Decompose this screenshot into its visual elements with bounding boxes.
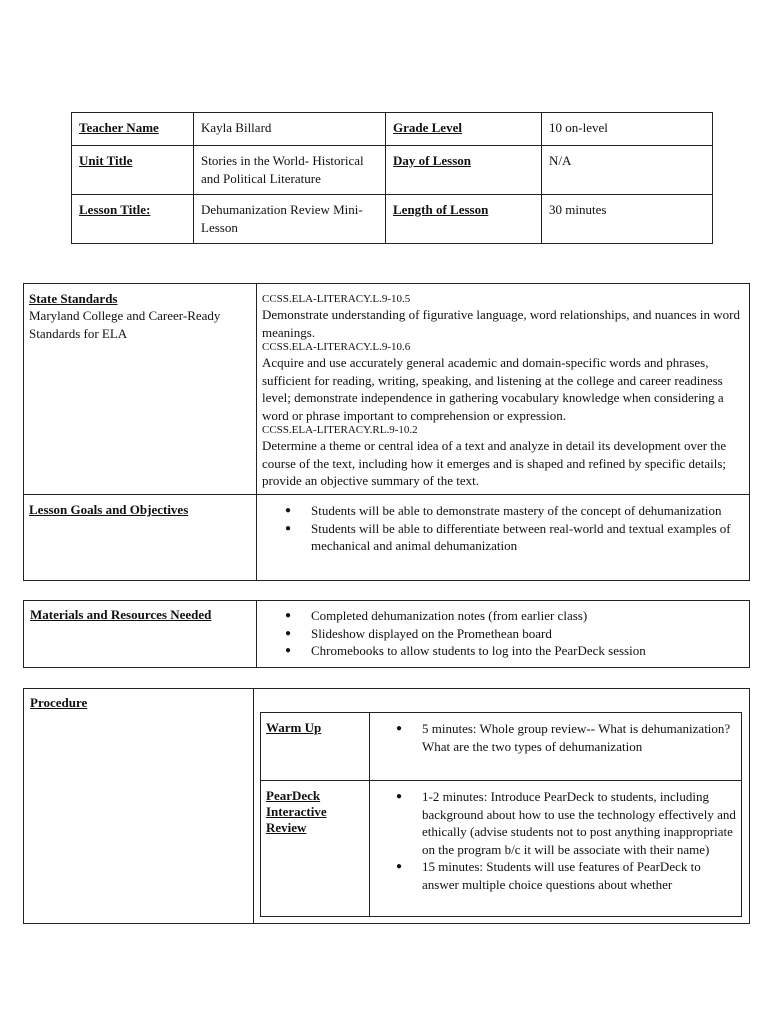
lesson-title-label: Lesson Title: [79,202,151,217]
standard-text: Demonstrate understanding of figurative language, word relationships, and nuances in word meanings. [262,307,740,340]
step-list [396,788,736,893]
day-of-lesson-label: Day of Lesson [393,153,472,168]
goals-list [285,502,744,555]
teacher-name-label: Teacher Name [79,120,159,135]
length-of-lesson-value: 30 minutes [549,202,607,217]
step-list [396,720,736,755]
unit-title-label: Unit Title [79,153,133,168]
list-item: ● 15 minutes: Students will use features of PearDeck to answer multiple choice questions about whether [396,858,736,893]
list-item: ● Students will be able to differentiate between real-world and textual examples of mechanical and animal dehumanization [285,520,744,555]
procedure-table [23,688,750,924]
lesson-goals-label: Lesson Goals and Objectives [29,502,189,517]
standard-code: CCSS.ELA-LITERACY.L.9-10.6 [262,341,411,353]
lesson-title-value: Dehumanization Review Mini-Lesson [201,202,363,235]
step-label: PearDeck Interactive Review [266,788,327,835]
procedure-label: Procedure [30,695,88,710]
teacher-name-value: Kayla Billard [201,120,272,135]
list-item: ● Students will be able to demonstrate mastery of the concept of dehumanization [285,502,744,520]
standard-text: Acquire and use accurately general academic and domain-specific words and phrases, sufficient for reading, writing, speaking, and listening at the college and career readiness level; demonstrate independence in gathering vocabulary knowledge when considering a word or phrase important to comprehension or expression. [262,355,724,423]
grade-level-value: 10 on-level [549,120,608,135]
grade-level-label: Grade Level [393,120,462,135]
materials-table [23,600,750,668]
unit-title-value: Stories in the World- Historical and Political Literature [201,153,364,186]
procedure-step [261,713,742,781]
standard-text: Determine a theme or central idea of a text and analyze in detail its development over the course of the text, including how it emerges and is shaped and refined by specific details; provide an objective summary of the text. [262,438,727,488]
list-item: ● 5 minutes: Whole group review-- What is dehumanization? What are the two types of dehumanization [396,720,736,755]
lesson-info-table [71,112,713,244]
standard-code: CCSS.ELA-LITERACY.RL.9-10.2 [262,424,418,436]
length-of-lesson-label: Length of Lesson [393,202,489,217]
procedure-step [261,781,742,917]
list-item: ● 1-2 minutes: Introduce PearDeck to students, including background about how to use the technology effectively and ethically (advise students not to post anything inappropriate on the program b/c it will be associate with their name) [396,788,736,858]
list-item: ● Chromebooks to allow students to log into the PearDeck session [285,642,743,660]
list-item: ● Completed dehumanization notes (from earlier class) [285,607,743,625]
standards-table [23,283,750,581]
state-standards-subtitle: Maryland College and Career-Ready Standards for ELA [29,308,221,341]
procedure-steps-table [260,712,742,917]
materials-list [285,607,743,660]
list-item: ● Slideshow displayed on the Promethean board [285,625,743,643]
state-standards-label: State Standards [29,291,118,306]
step-label: Warm Up [266,720,322,735]
materials-label: Materials and Resources Needed [30,607,212,622]
standard-code: CCSS.ELA-LITERACY.L.9-10.5 [262,293,411,305]
day-of-lesson-value: N/A [549,153,572,168]
